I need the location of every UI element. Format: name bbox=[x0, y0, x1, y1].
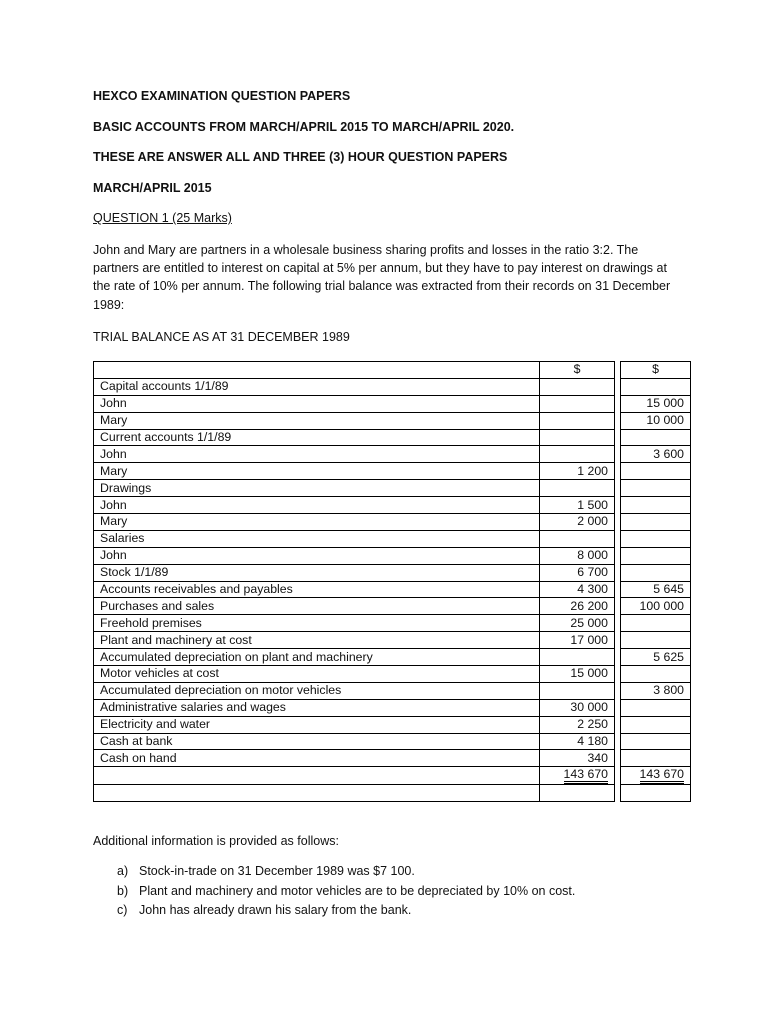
additional-info-title: Additional information is provided as follows: bbox=[93, 834, 339, 848]
question-intro: John and Mary are partners in a wholesale business sharing profits and losses in the ratio 3:2. The partners are entitled to interest on capital at 5% per annum, but they have to pay interest on drawings at the rate of 10% per annum. The following trial balance was extracted from their records on 31 December 1989: bbox=[93, 243, 671, 312]
row-label: Capital accounts 1/1/89 bbox=[94, 378, 540, 395]
debit-cell: 30 000 bbox=[540, 699, 615, 716]
table-row bbox=[94, 649, 691, 666]
list-item-text: John has already drawn his salary from the bank. bbox=[139, 903, 412, 917]
credit-cell bbox=[621, 733, 691, 750]
debit-total-cell bbox=[540, 767, 615, 785]
table-row bbox=[94, 412, 691, 429]
debit-cell: 340 bbox=[540, 750, 615, 767]
credit-cell bbox=[621, 378, 691, 395]
row-label: Salaries bbox=[94, 530, 540, 547]
table-row bbox=[94, 378, 691, 395]
table-row bbox=[94, 666, 691, 683]
credit-cell: 5 645 bbox=[621, 581, 691, 598]
debit-cell: 1 200 bbox=[540, 463, 615, 480]
debit-cell bbox=[540, 649, 615, 666]
credit-total-cell bbox=[621, 767, 691, 785]
credit-cell bbox=[621, 699, 691, 716]
heading-scope: BASIC ACCOUNTS FROM MARCH/APRIL 2015 TO MARCH/APRIL 2020. bbox=[93, 120, 515, 134]
debit-cell bbox=[540, 530, 615, 547]
debit-cell bbox=[540, 682, 615, 699]
row-label: Electricity and water bbox=[94, 716, 540, 733]
credit-cell bbox=[621, 615, 691, 632]
row-label: John bbox=[94, 395, 540, 412]
table-cell bbox=[540, 785, 615, 802]
credit-cell bbox=[621, 716, 691, 733]
debit-cell bbox=[540, 480, 615, 497]
debit-cell: 26 200 bbox=[540, 598, 615, 615]
row-label: Mary bbox=[94, 463, 540, 480]
debit-cell: 17 000 bbox=[540, 632, 615, 649]
row-label: Accounts receivables and payables bbox=[94, 581, 540, 598]
trial-balance-table bbox=[93, 361, 691, 802]
row-label: Plant and machinery at cost bbox=[94, 632, 540, 649]
debit-cell bbox=[540, 446, 615, 463]
list-item bbox=[117, 901, 575, 921]
row-label: Purchases and sales bbox=[94, 598, 540, 615]
table-row bbox=[94, 716, 691, 733]
debit-cell bbox=[540, 378, 615, 395]
debit-cell: 8 000 bbox=[540, 547, 615, 564]
table-header-row bbox=[94, 362, 691, 379]
row-label: Accumulated depreciation on plant and machinery bbox=[94, 649, 540, 666]
credit-cell bbox=[621, 497, 691, 514]
row-label: John bbox=[94, 547, 540, 564]
row-label: Stock 1/1/89 bbox=[94, 564, 540, 581]
table-row bbox=[94, 564, 691, 581]
table-row bbox=[94, 785, 691, 802]
question-title: QUESTION 1 (25 Marks) bbox=[93, 211, 232, 225]
table-row bbox=[94, 514, 691, 531]
row-label: Cash at bank bbox=[94, 733, 540, 750]
debit-total: 143 670 bbox=[564, 768, 608, 784]
list-item bbox=[117, 882, 575, 902]
credit-cell bbox=[621, 547, 691, 564]
row-label: Mary bbox=[94, 412, 540, 429]
list-marker: c) bbox=[117, 903, 128, 917]
credit-cell bbox=[621, 632, 691, 649]
row-label: Current accounts 1/1/89 bbox=[94, 429, 540, 446]
additional-info-list bbox=[117, 862, 575, 921]
credit-cell: 100 000 bbox=[621, 598, 691, 615]
debit-cell: 1 500 bbox=[540, 497, 615, 514]
debit-currency-header: $ bbox=[540, 362, 615, 379]
list-item-text: Plant and machinery and motor vehicles are to be depreciated by 10% on cost. bbox=[139, 883, 576, 898]
credit-cell bbox=[621, 564, 691, 581]
credit-cell bbox=[621, 750, 691, 767]
credit-total: 143 670 bbox=[640, 768, 684, 784]
list-item-text: Stock-in-trade on 31 December 1989 was $7 100. bbox=[139, 864, 415, 878]
table-row bbox=[94, 480, 691, 497]
table-row bbox=[94, 632, 691, 649]
heading-format: THESE ARE ANSWER ALL AND THREE (3) HOUR QUESTION PAPERS bbox=[93, 150, 508, 164]
trial-balance-title: TRIAL BALANCE AS AT 31 DECEMBER 1989 bbox=[93, 330, 350, 344]
table-row bbox=[94, 446, 691, 463]
debit-cell: 4 180 bbox=[540, 733, 615, 750]
table-row bbox=[94, 530, 691, 547]
table-row bbox=[94, 429, 691, 446]
credit-cell: 10 000 bbox=[621, 412, 691, 429]
credit-cell: 3 800 bbox=[621, 682, 691, 699]
heading-session: MARCH/APRIL 2015 bbox=[93, 181, 212, 195]
table-row bbox=[94, 581, 691, 598]
row-label: Motor vehicles at cost bbox=[94, 666, 540, 683]
row-label: Mary bbox=[94, 514, 540, 531]
row-label: Cash on hand bbox=[94, 750, 540, 767]
heading-title: HEXCO EXAMINATION QUESTION PAPERS bbox=[93, 89, 351, 103]
credit-cell: 3 600 bbox=[621, 446, 691, 463]
debit-cell bbox=[540, 395, 615, 412]
totals-row bbox=[94, 767, 691, 785]
table-row bbox=[94, 463, 691, 480]
row-label: John bbox=[94, 446, 540, 463]
credit-cell bbox=[621, 666, 691, 683]
debit-cell: 2 000 bbox=[540, 514, 615, 531]
credit-currency-header: $ bbox=[621, 362, 691, 379]
credit-cell bbox=[621, 514, 691, 531]
table-cell bbox=[94, 362, 540, 379]
table-row bbox=[94, 497, 691, 514]
list-marker: b) bbox=[117, 883, 129, 898]
debit-cell: 6 700 bbox=[540, 564, 615, 581]
credit-cell bbox=[621, 480, 691, 497]
list-item bbox=[117, 862, 575, 882]
table-row bbox=[94, 699, 691, 716]
debit-cell bbox=[540, 412, 615, 429]
credit-cell bbox=[621, 463, 691, 480]
row-label: Freehold premises bbox=[94, 615, 540, 632]
table-row bbox=[94, 733, 691, 750]
table-cell bbox=[94, 767, 540, 785]
credit-cell: 15 000 bbox=[621, 395, 691, 412]
list-marker: a) bbox=[117, 864, 129, 878]
table-row bbox=[94, 395, 691, 412]
debit-cell: 4 300 bbox=[540, 581, 615, 598]
debit-cell: 25 000 bbox=[540, 615, 615, 632]
table-cell bbox=[621, 785, 691, 802]
table-row bbox=[94, 615, 691, 632]
debit-cell bbox=[540, 429, 615, 446]
row-label: Accumulated depreciation on motor vehicles bbox=[94, 682, 540, 699]
table-row bbox=[94, 750, 691, 767]
row-label: Drawings bbox=[94, 480, 540, 497]
row-label: Administrative salaries and wages bbox=[94, 699, 540, 716]
row-label: John bbox=[94, 497, 540, 514]
table-row bbox=[94, 547, 691, 564]
table-row bbox=[94, 598, 691, 615]
credit-cell bbox=[621, 429, 691, 446]
table-row bbox=[94, 682, 691, 699]
credit-cell: 5 625 bbox=[621, 649, 691, 666]
debit-cell: 15 000 bbox=[540, 666, 615, 683]
table-cell bbox=[94, 785, 540, 802]
credit-cell bbox=[621, 530, 691, 547]
debit-cell: 2 250 bbox=[540, 716, 615, 733]
